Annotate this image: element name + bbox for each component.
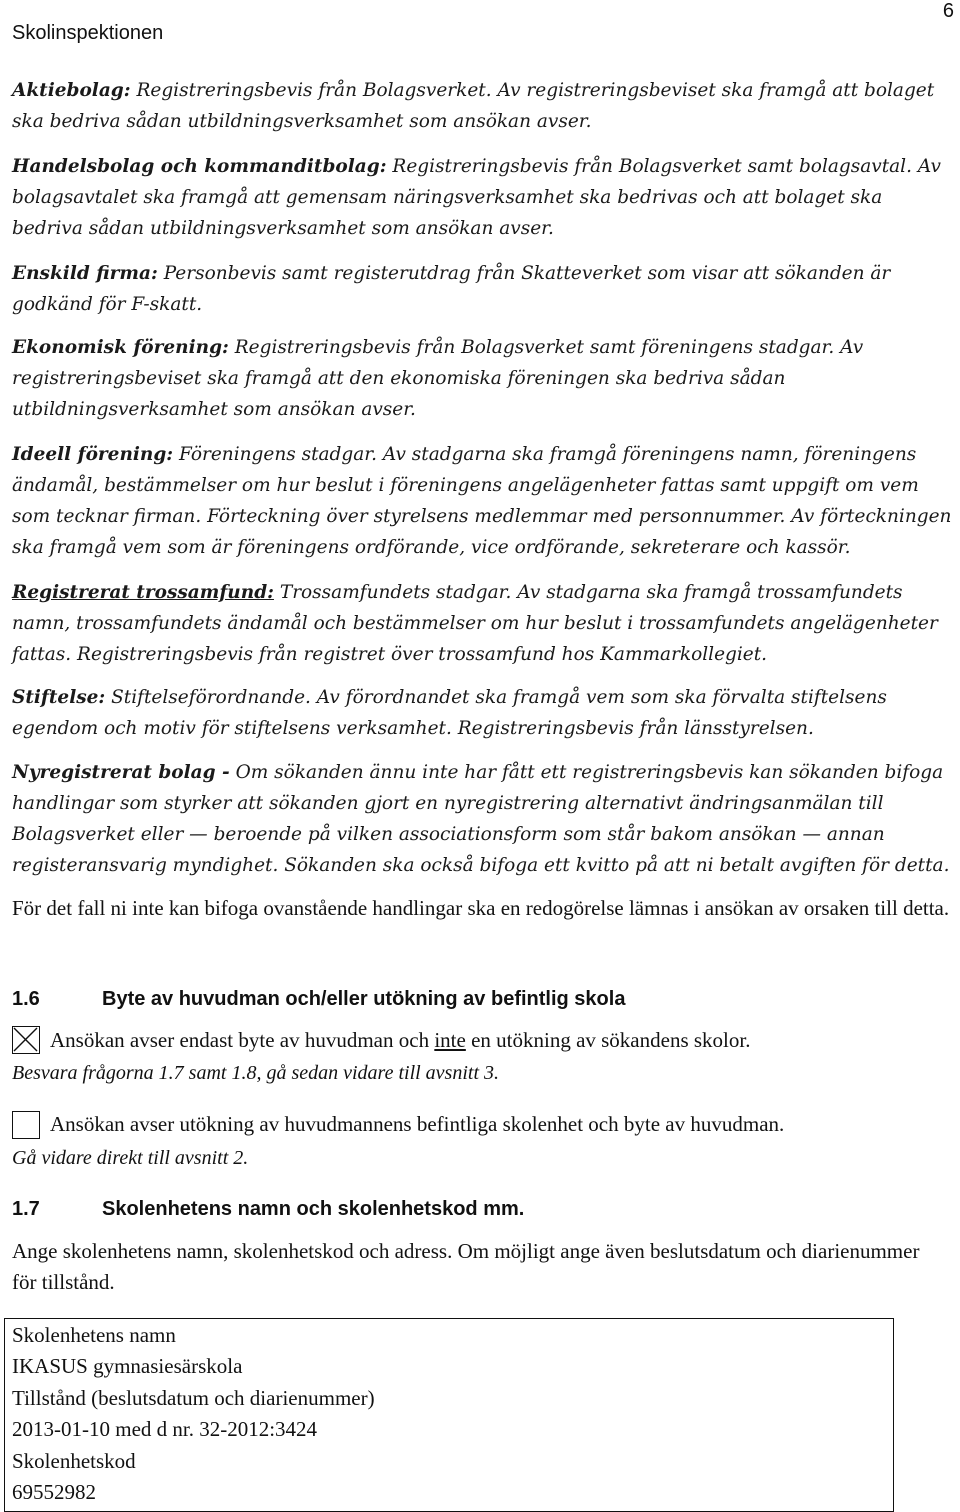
- option-only-change-instruction: Besvara frågorna 1.7 samt 1.8, gå sedan vidare till avsnitt 3.: [12, 1062, 500, 1084]
- paragraph-ideell-forening: Ideell förening: Föreningens stadgar. Av stadgarna ska framgå föreningens namn, föreningens ändamål, bestämmelser om hur beslut i föreningens angelägenheter fattas samt uppgift om vem som tecknar firman. Förteckning över styrelsens medlemmar med personnummer. Av förteckningen ska framgå vem som är föreningens ordförande, vice ordförande, sekreterare och kassör.: [12, 444, 952, 558]
- school-name-label: Skolenhetens namn: [12, 1323, 176, 1347]
- section-number: 1.6: [12, 988, 40, 1010]
- section-title: Skolenhetens namn och skolenhetskod mm.: [102, 1198, 525, 1220]
- option-expansion-and-change-text: Ansökan avser utökning av huvudmannens befintliga skolenhet och byte av huvudman.: [50, 1112, 785, 1136]
- label-nyregistrerat-bolag: Nyregistrerat bolag -: [12, 762, 230, 783]
- paragraph-aktiebolag: Aktiebolag: Registreringsbevis från Bolagsverket. Av registreringsbeviset ska framgå att bolaget ska bedriva sådan utbildningsverksamhet som ansökan avser.: [12, 80, 935, 132]
- label-ekonomisk-forening: Ekonomisk förening:: [12, 337, 229, 358]
- document-header: Skolinspektionen: [12, 22, 164, 44]
- option-expansion-instruction: Gå vidare direkt till avsnitt 2.: [12, 1147, 249, 1169]
- permit-value[interactable]: 2013-01-10 med d nr. 32-2012:3424: [12, 1417, 318, 1441]
- paragraph-stiftelse: Stiftelse: Stiftelseförordnande. Av förordnandet ska framgå vem som ska förvalta stiftelsens egendom och motiv för stiftelsens verksamhet. Registreringsbevis från länsstyrelsen.: [12, 687, 887, 739]
- school-name-value[interactable]: IKASUS gymnasiesärskola: [12, 1354, 243, 1378]
- section-heading-1-7: [12, 1198, 524, 1221]
- paragraph-enskild-firma: Enskild firma: Personbevis samt registerutdrag från Skatteverket som visar att sökanden är godkänd för F-skatt.: [12, 263, 891, 315]
- label-enskild-firma: Enskild firma:: [12, 263, 158, 284]
- paragraph-registrerat-trossamfund: Registrerat trossamfund: Trossamfundets stadgar. Av stadgarna ska framgå trossamfundets namn, trossamfundets ändamål och bestämmelser om hur beslut i trossamfundets angelägenheter fattas. Registreringsbevis från registret över trossamfund hos Kammarkollegiet.: [12, 582, 938, 665]
- section-1-7-intro: Ange skolenhetens namn, skolenhetskod och adress. Om möjligt ange även beslutsdatum och diarienummer för tillstånd.: [12, 1239, 920, 1294]
- paragraph-nyregistrerat-bolag: Nyregistrerat bolag - Om sökanden ännu inte har fått ett registreringsbevis kan sökanden bifoga handlingar som styrker att sökanden gjort en nyregistrering alternativt ändringsanmälan till Bolagsverket eller — beroende på vilken associationsform som står bakom ansökan — annan registeransvarig myndighet. Sökanden ska också bifoga ett kvitto på att ni betalt avgiften för detta.: [12, 762, 950, 876]
- label-ideell-forening: Ideell förening:: [12, 444, 174, 465]
- paragraph-fallback: För det fall ni inte kan bifoga ovanstående handlingar ska en redogörelse lämnas i ansökan av orsaken till detta.: [12, 896, 950, 920]
- label-stiftelse: Stiftelse:: [12, 687, 106, 708]
- permit-label: Tillstånd (beslutsdatum och diarienummer): [12, 1386, 375, 1410]
- section-title: Byte av huvudman och/eller utökning av befintlig skola: [102, 988, 626, 1010]
- school-code-value[interactable]: 69552982: [12, 1480, 96, 1504]
- label-registrerat-trossamfund: Registrerat trossamfund:: [12, 582, 274, 603]
- label-handelsbolag: Handelsbolag och kommanditbolag:: [12, 156, 387, 177]
- paragraph-handelsbolag: Handelsbolag och kommanditbolag: Registreringsbevis från Bolagsverket samt bolagsavtal. Av bolagsavtalet ska framgå att gemensam näringsverksamhet ska bedrivas och att bolaget ska bedriva sådan utbildningsverksamhet som ansökan avser.: [12, 156, 941, 239]
- checkbox-only-change-huvudman[interactable]: [12, 1026, 40, 1054]
- checkbox-expansion-and-change[interactable]: [12, 1111, 40, 1139]
- option-only-change-huvudman-text: Ansökan avser endast byte av huvudman och inte en utökning av sökandens skolor.: [50, 1028, 751, 1052]
- school-code-label: Skolenhetskod: [12, 1449, 136, 1473]
- checkbox-cross-icon: [13, 1027, 38, 1052]
- label-aktiebolag: Aktiebolag:: [12, 80, 131, 101]
- section-heading-1-6: [12, 988, 625, 1011]
- section-number: 1.7: [12, 1198, 40, 1220]
- paragraph-ekonomisk-forening: Ekonomisk förening: Registreringsbevis från Bolagsverket samt föreningens stadgar. Av registreringsbeviset ska framgå att den ekonomiska föreningen ska bedriva sådan utbildningsverksamhet som ansökan avser.: [12, 337, 864, 420]
- page-number: 6: [942, 0, 954, 22]
